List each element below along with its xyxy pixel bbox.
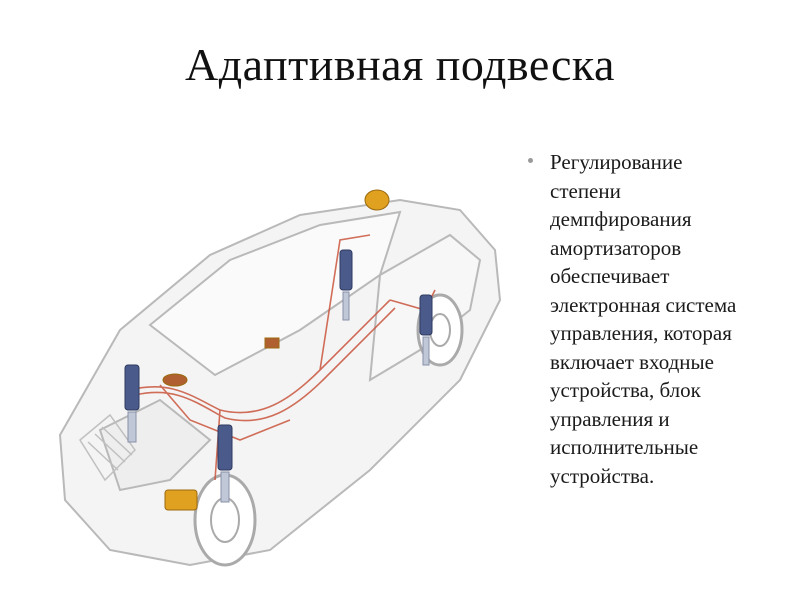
- car-suspension-illustration: [40, 180, 540, 580]
- car-diagram: [40, 180, 540, 580]
- slide-title: Адаптивная подвеска: [185, 39, 615, 90]
- bullet-item: [528, 148, 788, 490]
- bullet-marker-icon: [528, 158, 533, 163]
- bullet-text: Регулирование степени демпфирования амортизаторов обеспечивает электронная система управления, которая включает входные устройства, блок управления и исполнительные устройства.: [550, 150, 737, 488]
